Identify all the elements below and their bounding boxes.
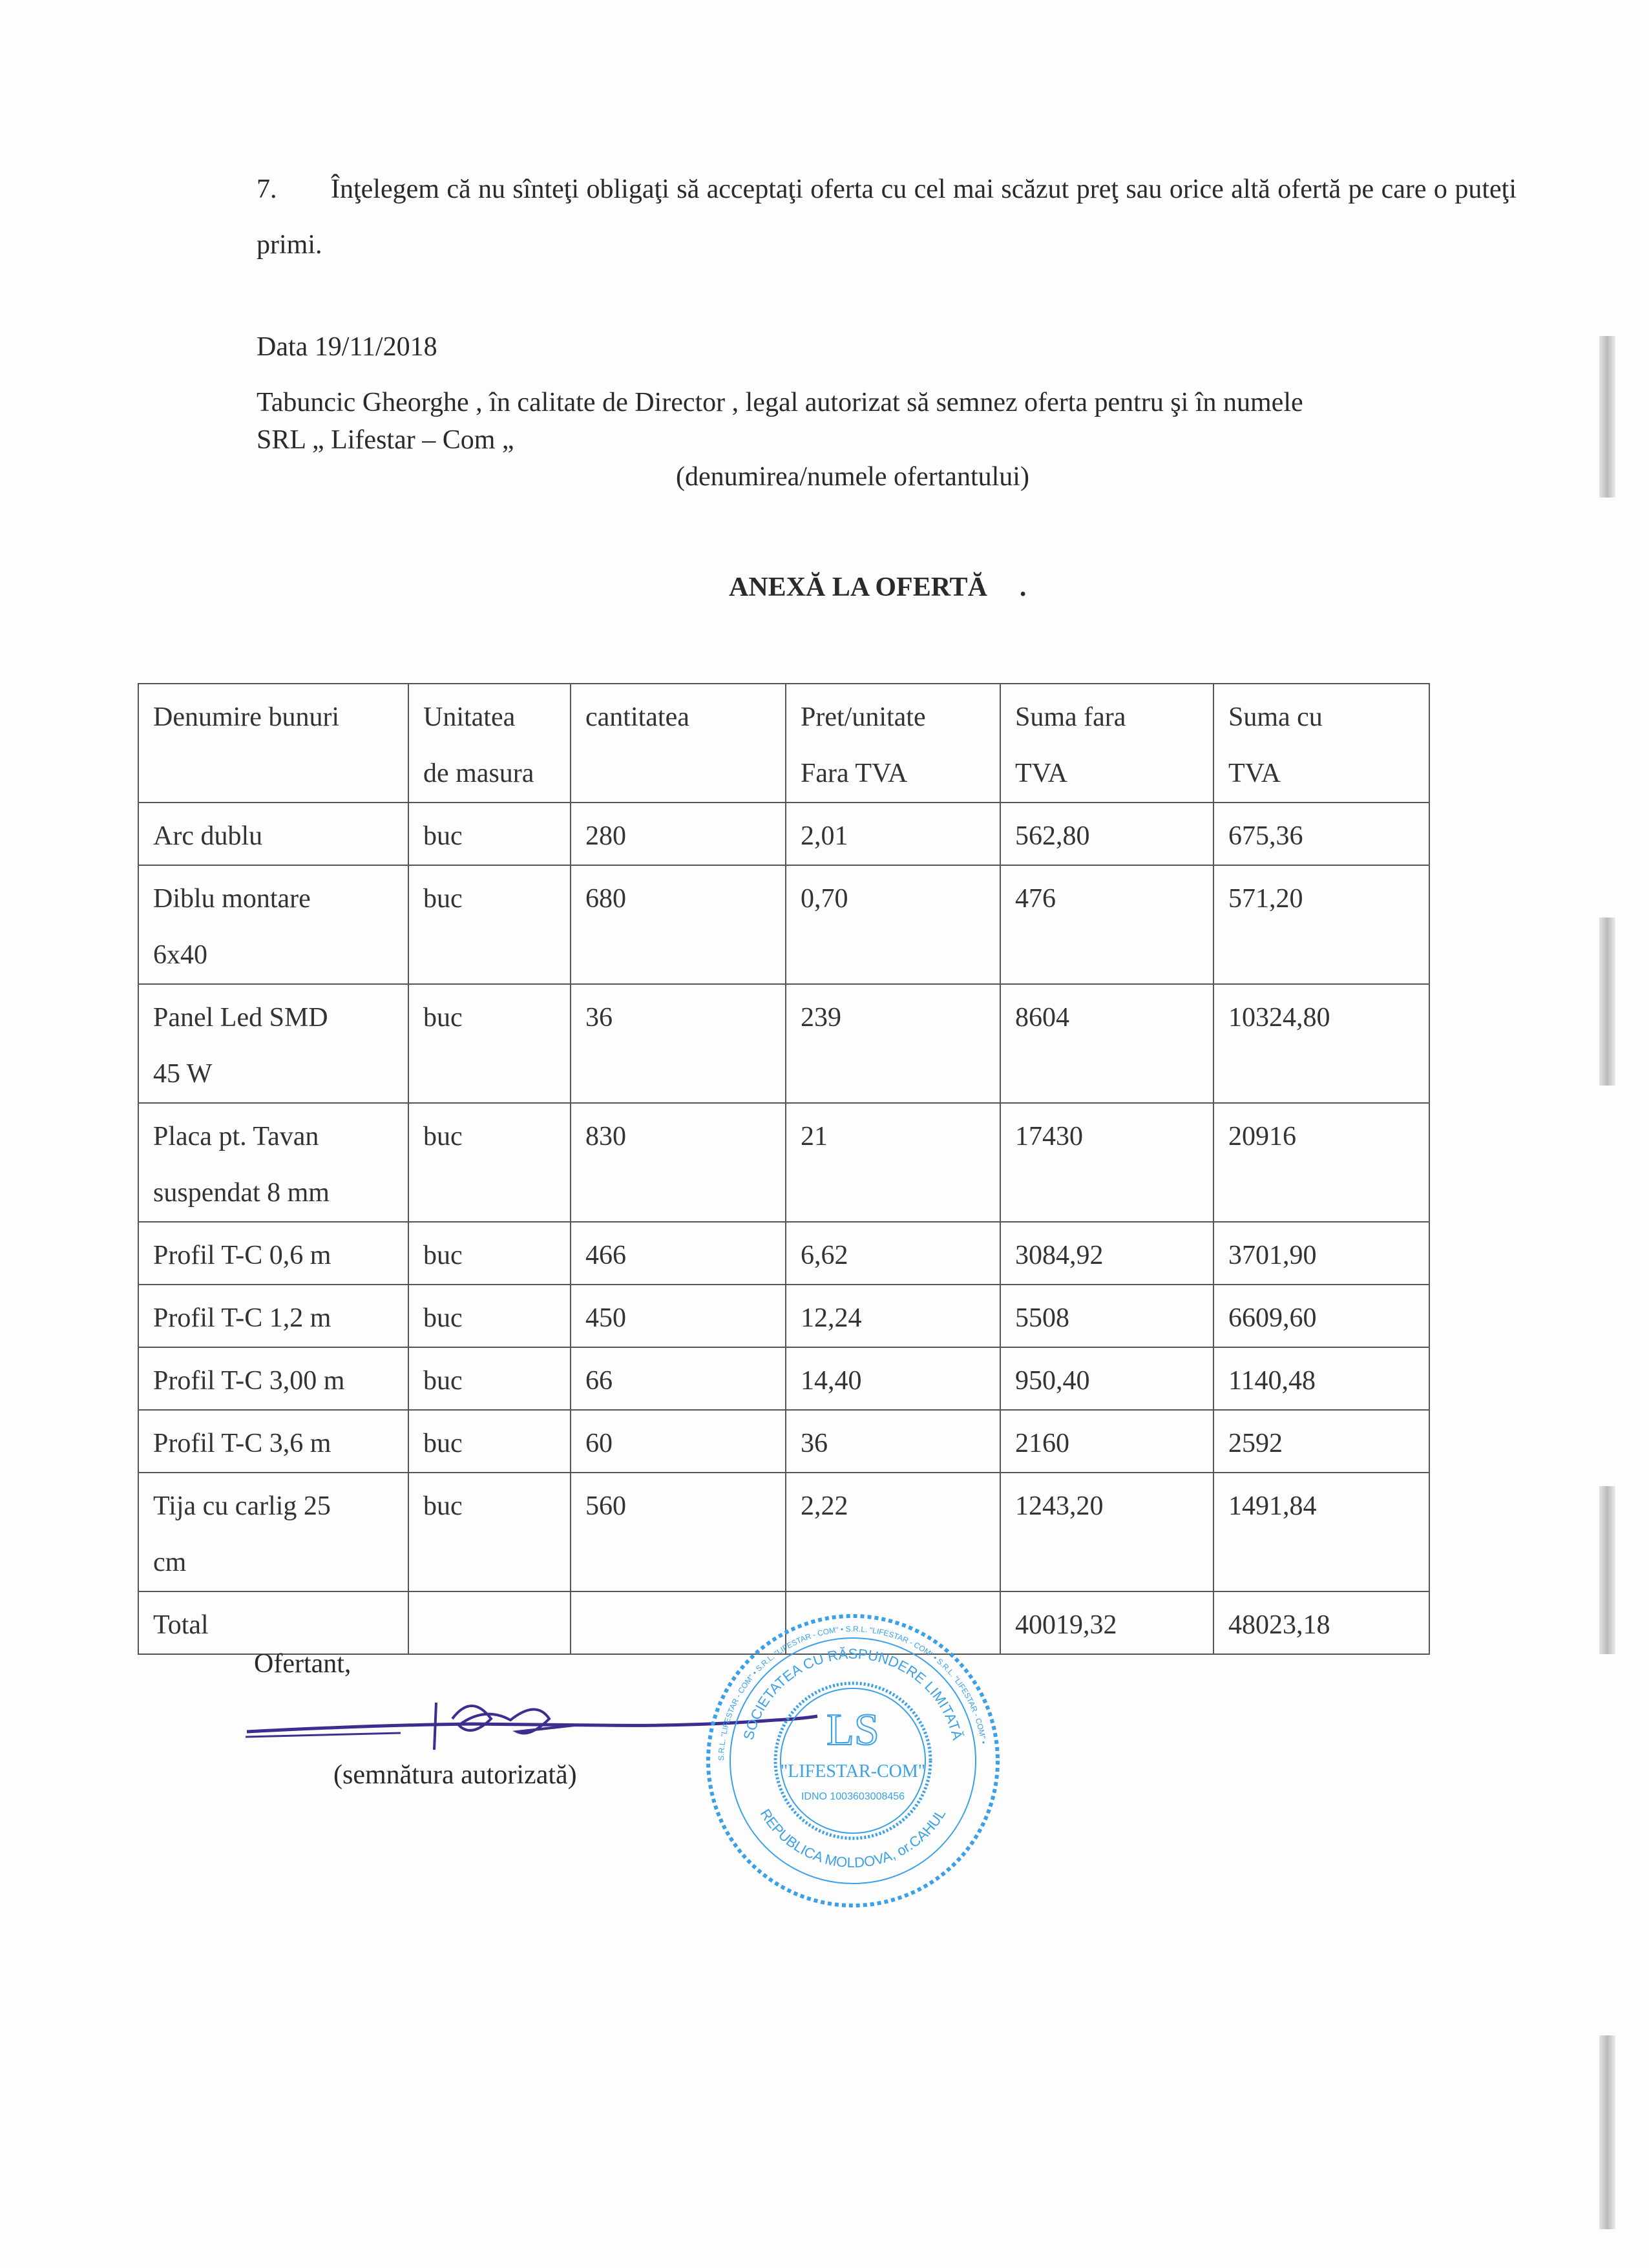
cell-unit: buc [408,1473,571,1591]
cell-name: Profil T-C 3,00 m [138,1347,408,1410]
scan-edge-mark [1599,1486,1615,1654]
cell-unit-price: 239 [786,984,1000,1103]
header-sum-vat: Suma cu TVA [1213,684,1429,803]
cell-sum-no-vat: 1243,20 [1000,1473,1213,1591]
signature-caption: (semnătura autorizată) [333,1760,577,1790]
bidder-caption: (denumirea/numele ofertantului) [676,462,1029,492]
cell-unit: buc [408,1103,571,1222]
header-sum-no-vat: Suma fara TVA [1000,684,1213,803]
cell-name: Profil T-C 1,2 m [138,1285,408,1347]
cell-unit: buc [408,865,571,984]
cell-quantity: 466 [571,1222,786,1285]
cell-unit: buc [408,1222,571,1285]
bidder-label: Ofertant, [254,1649,352,1679]
empty-cell [408,1591,571,1654]
stamp-outer-ring: S.R.L. "LIFESTAR - COM" • S.R.L. "LIFESTAR - COM" • S.R.L. "LIFESTAR - COM" • S.R.L. "LIFESTAR - COM" • [716,1624,989,1761]
company-stamp [704,1612,1002,1909]
table-row [138,1410,1429,1473]
stamp-logo: LS [826,1705,879,1755]
cell-unit: buc [408,1410,571,1473]
total-label: Total [138,1591,408,1654]
annex-title [729,571,1026,604]
table-row [138,1473,1429,1591]
clause-number: 7. [257,174,277,204]
cell-sum-vat: 2592 [1213,1410,1429,1473]
table-row [138,1103,1429,1222]
cell-sum-no-vat: 5508 [1000,1285,1213,1347]
stamp-idno: IDNO 1003603008456 [801,1791,905,1802]
header-unit-price: Pret/unitate Fara TVA [786,684,1000,803]
table-row [138,1347,1429,1410]
cell-unit: buc [408,803,571,865]
cell-unit: buc [408,1347,571,1410]
header-unit: Unitatea de masura [408,684,571,803]
header-name: Denumire bunuri [138,684,408,803]
stamp-name: "LIFESTAR-COM" [780,1761,926,1781]
table-header-row [138,684,1429,803]
annex-table [138,683,1430,1655]
table-row [138,803,1429,865]
cell-name: Diblu montare 6x40 [138,865,408,984]
company-line: SRL „ Lifestar – Com „ [257,425,514,455]
cell-sum-vat: 3701,90 [1213,1222,1429,1285]
cell-sum-vat: 20916 [1213,1103,1429,1222]
table-row [138,865,1429,984]
cell-sum-no-vat: 562,80 [1000,803,1213,865]
annex-title-suffix: . [1019,572,1027,602]
cell-unit-price: 21 [786,1103,1000,1222]
cell-unit-price: 2,22 [786,1473,1000,1591]
scan-edge-mark [1599,336,1615,498]
cell-unit: buc [408,984,571,1103]
stamp-top-text: SOCIETATEA CU RĂSPUNDERE LIMITATĂ [740,1645,966,1742]
date-line: Data 19/11/2018 [257,332,437,362]
cell-name: Tija cu carlig 25 cm [138,1473,408,1591]
cell-sum-no-vat: 950,40 [1000,1347,1213,1410]
cell-sum-vat: 675,36 [1213,803,1429,865]
cell-sum-vat: 1491,84 [1213,1473,1429,1591]
cell-sum-vat: 6609,60 [1213,1285,1429,1347]
cell-unit-price: 36 [786,1410,1000,1473]
cell-quantity: 36 [571,984,786,1103]
cell-sum-vat: 1140,48 [1213,1347,1429,1410]
cell-quantity: 66 [571,1347,786,1410]
clause-text: Înţelegem că nu sînteţi obligaţi să acceptaţi oferta cu cel mai scăzut preţ sau orice altă ofertă pe care o puteţi primi. [257,174,1517,260]
cell-sum-vat: 10324,80 [1213,984,1429,1103]
cell-quantity: 280 [571,803,786,865]
stamp-bottom-text: REPUBLICA MOLDOVA, or.CAHUL [757,1806,949,1871]
cell-name: Arc dublu [138,803,408,865]
cell-unit-price: 2,01 [786,803,1000,865]
cell-quantity: 680 [571,865,786,984]
cell-unit: buc [408,1285,571,1347]
scan-edge-mark [1599,918,1615,1086]
cell-sum-no-vat: 2160 [1000,1410,1213,1473]
cell-name: Panel Led SMD 45 W [138,984,408,1103]
cell-quantity: 450 [571,1285,786,1347]
header-quantity: cantitatea [571,684,786,803]
cell-sum-vat: 571,20 [1213,865,1429,984]
cell-sum-no-vat: 476 [1000,865,1213,984]
cell-sum-no-vat: 3084,92 [1000,1222,1213,1285]
table-row [138,1285,1429,1347]
cell-sum-no-vat: 17430 [1000,1103,1213,1222]
cell-name: Profil T-C 3,6 m [138,1410,408,1473]
total-sum-vat: 48023,18 [1213,1591,1429,1654]
table-row [138,984,1429,1103]
table-row [138,1222,1429,1285]
annex-title-text: ANEXĂ LA OFERTĂ [729,572,987,602]
cell-name: Profil T-C 0,6 m [138,1222,408,1285]
cell-unit-price: 14,40 [786,1347,1000,1410]
cell-unit-price: 0,70 [786,865,1000,984]
cell-sum-no-vat: 8604 [1000,984,1213,1103]
cell-quantity: 560 [571,1473,786,1591]
cell-name: Placa pt. Tavan suspendat 8 mm [138,1103,408,1222]
total-sum-no-vat: 40019,32 [1000,1591,1213,1654]
signatory-line: Tabuncic Gheorghe , în calitate de Director , legal autorizat să semnez oferta pentru şi în numele [257,388,1303,417]
cell-unit-price: 6,62 [786,1222,1000,1285]
scan-edge-mark [1599,2035,1615,2229]
cell-unit-price: 12,24 [786,1285,1000,1347]
cell-quantity: 60 [571,1410,786,1473]
cell-quantity: 830 [571,1103,786,1222]
clause-7 [257,162,1517,273]
